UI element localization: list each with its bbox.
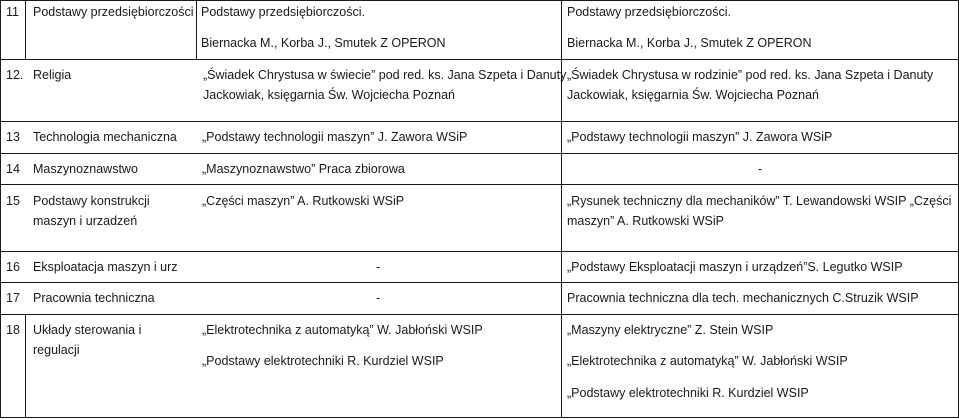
textbook-line: „Podstawy elektrotechniki R. Kurdziel WSIP <box>202 354 444 368</box>
textbook-line: „Części maszyn” A. Rutkowski WSiP <box>202 194 405 208</box>
row-divider <box>0 251 959 252</box>
column-divider <box>196 0 197 60</box>
subject-name: Religia <box>33 68 72 82</box>
textbook-line: „Elektrotechnika z automatyką” W. Jabłoński WSIP <box>202 323 483 337</box>
row-number: 11 <box>6 5 19 19</box>
subject-name: Układy sterowania i <box>33 323 142 337</box>
subject-name: maszyn i urzadzeń <box>33 214 138 228</box>
subject-name: Eksploatacja maszyn i urz <box>33 260 178 274</box>
textbook-line: maszyn” A. Rutkowski WSiP <box>567 214 724 228</box>
textbook-line: „Świadek Chrystusa w rodzinie” pod red. ks. Jana Szpeta i Danuty <box>567 68 934 82</box>
textbook-line: „Elektrotechnika z automatyką” W. Jabłoński WSIP <box>567 354 848 368</box>
textbook-line: „Maszyny elektryczne” Z. Stein WSIP <box>567 323 774 337</box>
textbook-line: - <box>376 291 381 305</box>
textbook-line: „Podstawy elektrotechniki R. Kurdziel WSIP <box>567 386 809 400</box>
subject-name: Maszynoznawstwo <box>33 162 138 176</box>
textbook-line: Jackowiak, księgarnia Św. Wojciecha Poznań <box>567 88 819 102</box>
textbook-line: Podstawy przedsiębiorczości. <box>567 5 731 19</box>
row-number: 14 <box>6 162 20 176</box>
textbook-line: Biernacka M., Korba J., Smutek Z OPERON <box>567 36 812 50</box>
textbook-line: „Podstawy technologii maszyn” J. Zawora WSiP <box>567 130 833 144</box>
textbook-line: Jackowiak, księgarnia Św. Wojciecha Poznań <box>203 88 455 102</box>
row-number: 16 <box>6 260 20 274</box>
textbook-line: „Rysunek techniczny dla mechaników” T. Lewandowski WSIP „Części <box>567 194 952 208</box>
textbook-line: Biernacka M., Korba J., Smutek Z OPERON <box>201 36 446 50</box>
row-number: 18 <box>6 323 20 337</box>
row-divider <box>0 282 959 283</box>
subject-name: Podstawy konstrukcji <box>33 194 150 208</box>
textbook-line: „Świadek Chrystusa w świecie” pod red. ks. Jana Szpeta i Danuty <box>203 68 567 82</box>
textbook-line: „Maszynoznawstwo” Praca zbiorowa <box>202 162 405 176</box>
textbook-line: Pracownia techniczna dla tech. mechanicznych C.Struzik WSIP <box>567 291 919 305</box>
row-divider <box>0 314 959 315</box>
column-divider <box>25 0 26 60</box>
subject-name: Technologia mechaniczna <box>33 130 177 144</box>
column-divider <box>25 314 26 418</box>
textbook-line: - <box>758 162 763 176</box>
subject-name: regulacji <box>33 343 80 357</box>
row-number: 13 <box>6 130 20 144</box>
column-divider <box>0 0 1 418</box>
textbook-line: - <box>376 260 381 274</box>
row-divider <box>0 153 959 154</box>
subject-name: Podstawy przedsiębiorczości <box>33 5 194 19</box>
textbook-line: „Podstawy Eksploatacji maszyn i urządzeń”S. Legutko WSIP <box>567 260 903 274</box>
textbook-line: „Podstawy technologii maszyn” J. Zawora WSiP <box>202 130 468 144</box>
row-number: 15 <box>6 194 20 208</box>
row-divider <box>0 0 959 1</box>
row-number: 12. <box>6 68 24 82</box>
row-divider <box>0 59 959 60</box>
row-number: 17 <box>6 291 20 305</box>
textbook-line: Podstawy przedsiębiorczości. <box>201 5 365 19</box>
row-divider <box>0 121 959 122</box>
row-divider <box>0 184 959 185</box>
subject-name: Pracownia techniczna <box>33 291 155 305</box>
row-divider <box>0 417 959 418</box>
column-divider <box>561 0 562 418</box>
